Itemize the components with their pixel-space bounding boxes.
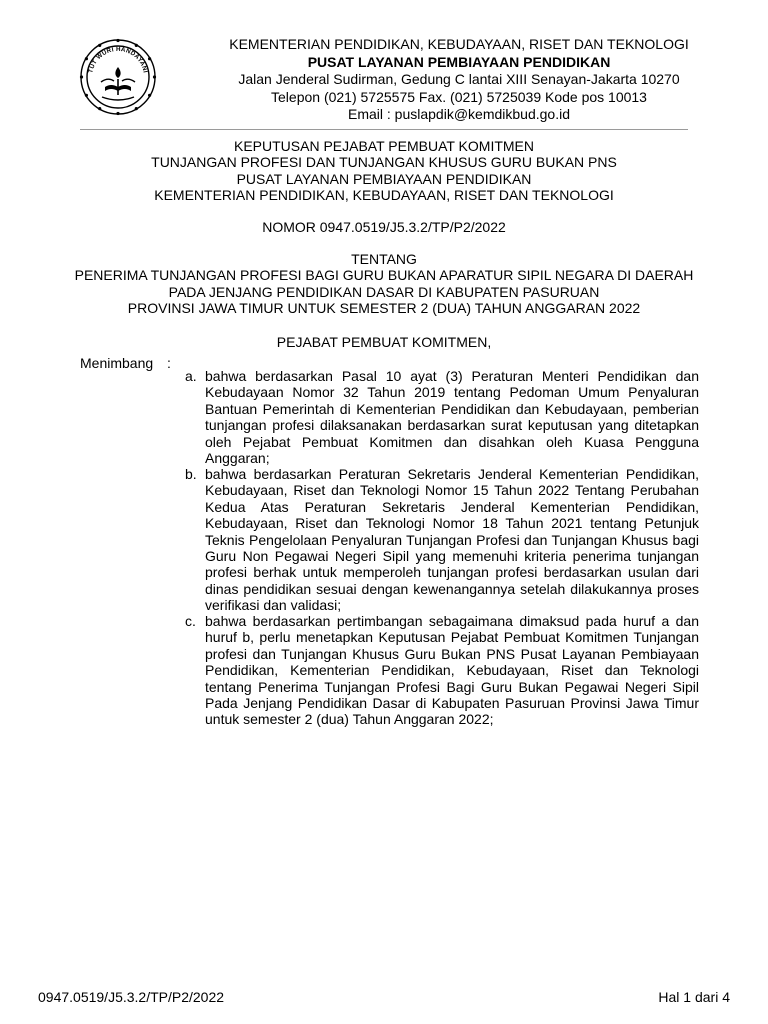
address: Jalan Jenderal Sudirman, Gedung C lantai XIII Senayan-Jakarta 10270 <box>238 71 680 88</box>
tentang-label: TENTANG <box>351 251 417 267</box>
item-text: bahwa berdasarkan Pasal 10 ayat (3) Peraturan Menteri Pendidikan dan Kebudayaan Nomor 32 Tahun 2019 tentang Pedoman Umum Penyaluran Bantuan Pemerintah di Kementerian Pendidikan dan Kebudayaan, pemberian tunjangan profesi dilaksanakan berdasarkan surat keputusan yang ditetapkan oleh Pejabat Pembuat Komitmen dan disahkan oleh Kuasa Pengguna Anggaran; <box>205 368 699 467</box>
subject-line: PROVINSI JAWA TIMUR UNTUK SEMESTER 2 (DUA) TAHUN ANGGARAN 2022 <box>127 300 641 317</box>
title-line: KEMENTERIAN PENDIDIKAN, KEBUDAYAAN, RISET DAN TEKNOLOGI <box>154 187 614 204</box>
unit-name: PUSAT LAYANAN PEMBIAYAAN PENDIDIKAN <box>307 53 611 70</box>
footer-doc-number: 0947.0519/J5.3.2/TP/P2/2022 <box>38 989 225 1005</box>
subject-line: PENERIMA TUNJANGAN PROFESI BAGI GURU BUKAN APARATUR SIPIL NEGARA DI DAERAH <box>74 267 694 284</box>
logo-emblem-icon <box>78 37 158 117</box>
item-text: bahwa berdasarkan pertimbangan sebagaimana dimaksud pada huruf a dan huruf b, perlu menetapkan Keputusan Pejabat Pembuat Komitmen Tunjangan profesi dan Tunjangan Khusus Guru Bukan PNS Pusat Layanan Pembiayaan Pendidikan, Kementerian Pendidikan, Kebudayaan, Riset dan Teknologi tentang Penerima Tunjangan Profesi Bagi Guru Bukan Pegawai Negeri Sipil Pada Jenjang Pendidikan Dasar di Kabupaten Pasuruan Provinsi Jawa Timur untuk semester 2 (dua) Tahun Anggaran 2022; <box>205 613 699 728</box>
menimbang-colon: : <box>167 355 171 371</box>
title-line: PUSAT LAYANAN PEMBIAYAAN PENDIDIKAN <box>236 170 532 187</box>
consideration-item <box>185 368 699 467</box>
consideration-item <box>185 466 699 614</box>
footer-page-number: Hal 1 dari 4 <box>658 989 730 1005</box>
menimbang-label: Menimbang <box>80 355 154 371</box>
item-marker: a. <box>185 368 197 384</box>
item-text: bahwa berdasarkan Peraturan Sekretaris Jenderal Kementerian Pendidikan, Kebudayaan, Riset dan Teknologi Nomor 15 Tahun 2022 Tentang Perubahan Kedua Atas Peraturan Sekretaris Jenderal Kementerian Pendidikan, Kebudayaan, Riset dan Teknologi Nomor 18 Tahun 2021 tentang Petunjuk Teknis Pengelolaan Penyaluran Tunjangan Profesi dan Tunjangan Khusus bagi Guru Non Pegawai Negeri Sipil yang memenuhi kriteria penerima tunjangan profesi berhak untuk memperoleh tunjangan profesi berdasarkan usulan dari dinas pendidikan sesuai dengan kewenangannya setelah dilakukannya proses verifikasi dan validasi; <box>205 466 699 614</box>
ministry-name: KEMENTERIAN PENDIDIKAN, KEBUDAYAAN, RISET DAN TEKNOLOGI <box>229 36 689 52</box>
item-marker: b. <box>185 466 197 482</box>
svg-text:TUT WURI HANDAYANI: TUT WURI HANDAYANI <box>87 45 149 74</box>
letterhead <box>160 36 758 124</box>
phone-fax: Telepon (021) 5725575 Fax. (021) 5725039 Kode pos 10013 <box>271 88 647 105</box>
consideration-item <box>185 613 699 728</box>
tut-wuri-handayani-logo <box>78 37 158 117</box>
title-line: KEPUTUSAN PEJABAT PEMBUAT KOMITMEN <box>233 138 534 154</box>
email: Email : puslapdik@kemdikbud.go.id <box>348 106 570 123</box>
decree-number: NOMOR 0947.0519/J5.3.2/TP/P2/2022 <box>262 219 506 235</box>
title-line: TUNJANGAN PROFESI DAN TUNJANGAN KHUSUS GURU BUKAN PNS <box>151 154 617 171</box>
decree-title <box>60 138 708 204</box>
letterhead-divider <box>80 129 688 130</box>
official-heading: PEJABAT PEMBUAT KOMITMEN, <box>276 334 492 350</box>
item-marker: c. <box>185 613 196 629</box>
decree-subject <box>60 251 708 317</box>
subject-line: PADA JENJANG PENDIDIKAN DASAR DI KABUPATEN PASURUAN <box>168 283 600 300</box>
